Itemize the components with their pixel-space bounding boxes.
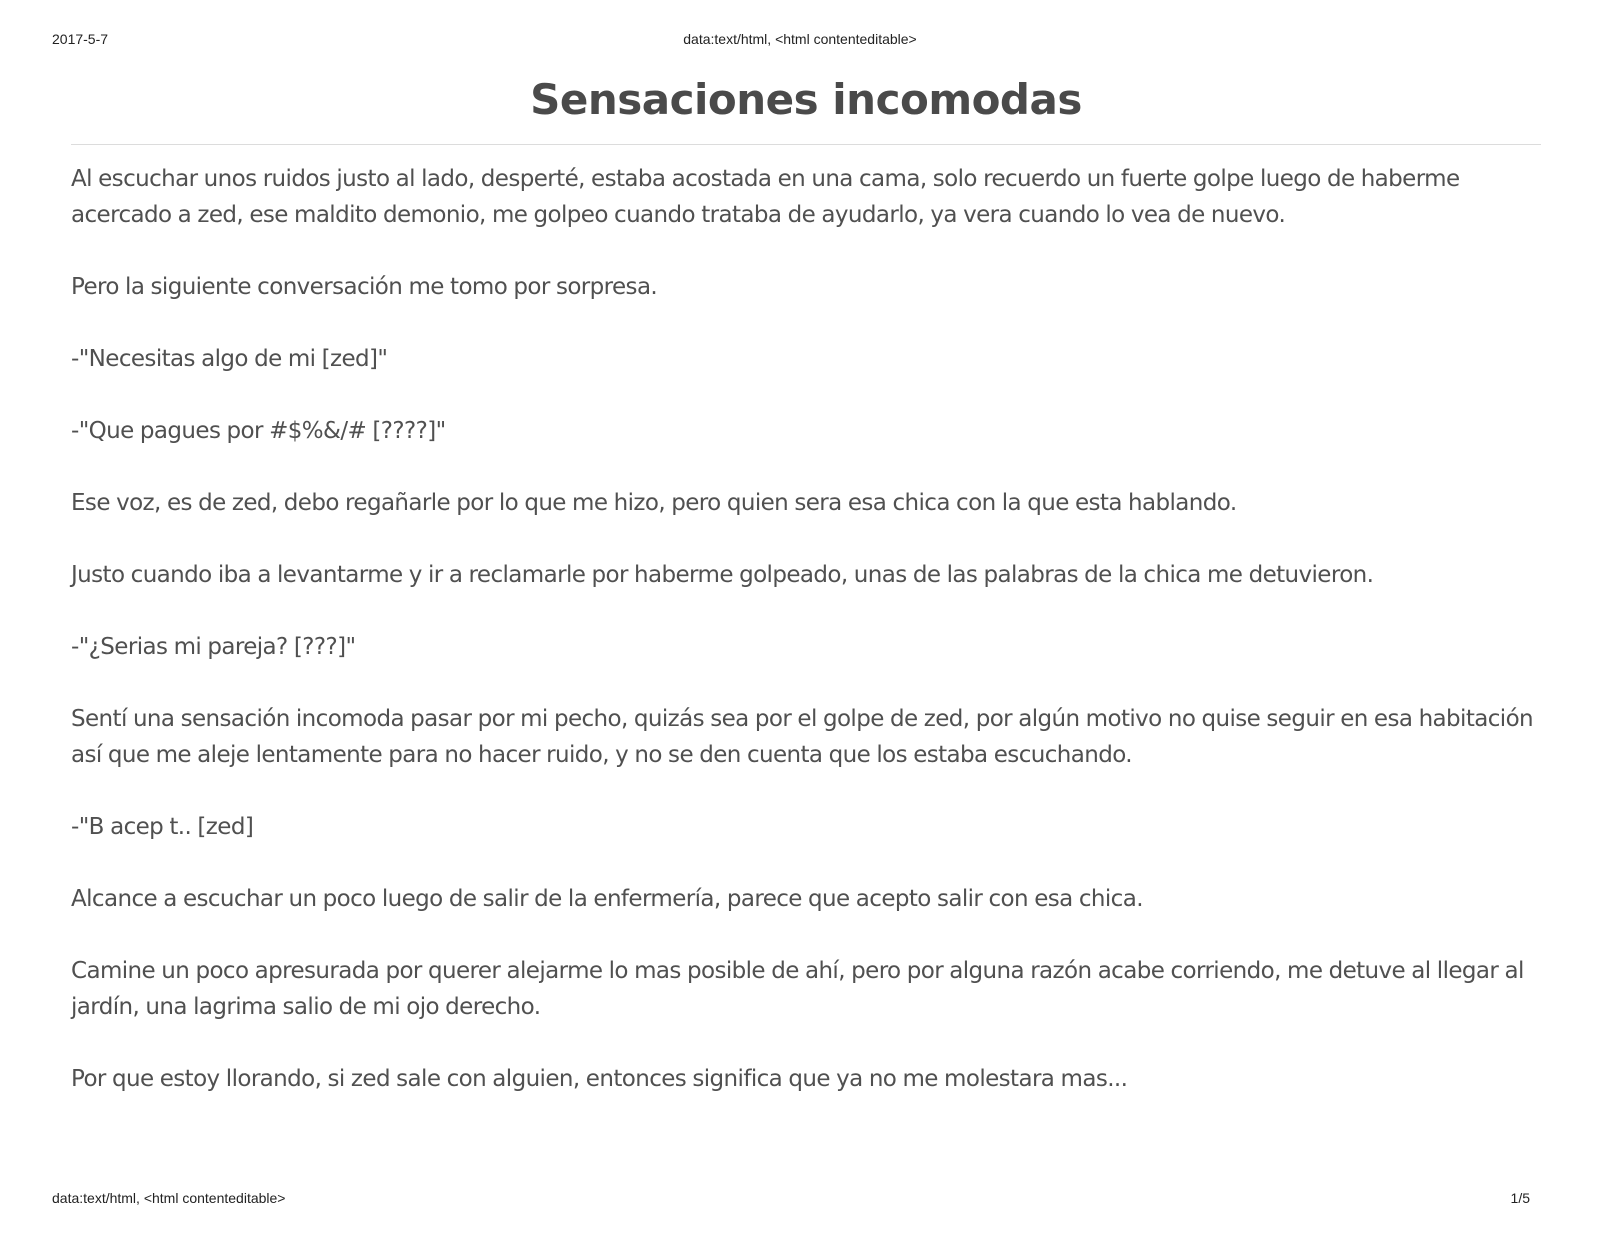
paragraph: Justo cuando iba a levantarme y ir a reclamarle por haberme golpeado, unas de las palabras de la chica me detuvieron.	[71, 562, 1374, 588]
document-body[interactable]	[71, 161, 1541, 1097]
paragraph: Pero la siguiente conversación me tomo por sorpresa.	[71, 274, 658, 300]
print-header-date: 2017-5-7	[52, 31, 109, 47]
paragraph: -"Necesitas algo de mi [zed]"	[71, 346, 388, 372]
print-header-url: data:text/html, <html contenteditable>	[683, 31, 917, 47]
paragraph: Alcance a escuchar un poco luego de salir de la enfermería, parece que acepto salir con esa chica.	[71, 886, 1143, 912]
title-divider	[71, 144, 1541, 145]
document	[71, 62, 1541, 1133]
paragraph: Sentí una sensación incomoda pasar por mi pecho, quizás sea por el golpe de zed, por algún motivo no quise seguir en esa habitación así que me aleje lentamente para no hacer ruido, y no se den cuenta que los estaba escuchando.	[71, 706, 1534, 768]
paragraph: Por que estoy llorando, si zed sale con alguien, entonces significa que ya no me molestara mas...	[71, 1066, 1128, 1092]
paragraph: Al escuchar unos ruidos justo al lado, desperté, estaba acostada en una cama, solo recuerdo un fuerte golpe luego de haberme acercado a zed, ese maldito demonio, me golpeo cuando trataba de ayudarlo, ya vera cuando lo vea de nuevo.	[71, 166, 1460, 228]
paragraph: -"¿Serias mi pareja? [???]"	[71, 634, 356, 660]
paragraph: Camine un poco apresurada por querer alejarme lo mas posible de ahí, pero por alguna razón acabe corriendo, me detuve al llegar al jardín, una lagrima salio de mi ojo derecho.	[71, 958, 1524, 1020]
paragraph: -"Que pagues por #$%&/# [????]"	[71, 418, 446, 444]
paragraph: Ese voz, es de zed, debo regañarle por lo que me hizo, pero quien sera esa chica con la que esta hablando.	[71, 490, 1237, 516]
document-title: Sensaciones incomodas	[530, 75, 1082, 124]
print-footer-page-number: 1/5	[1510, 1190, 1530, 1206]
paragraph: -"B acep t.. [zed]	[71, 814, 254, 840]
print-footer-url: data:text/html, <html contenteditable>	[52, 1190, 286, 1206]
